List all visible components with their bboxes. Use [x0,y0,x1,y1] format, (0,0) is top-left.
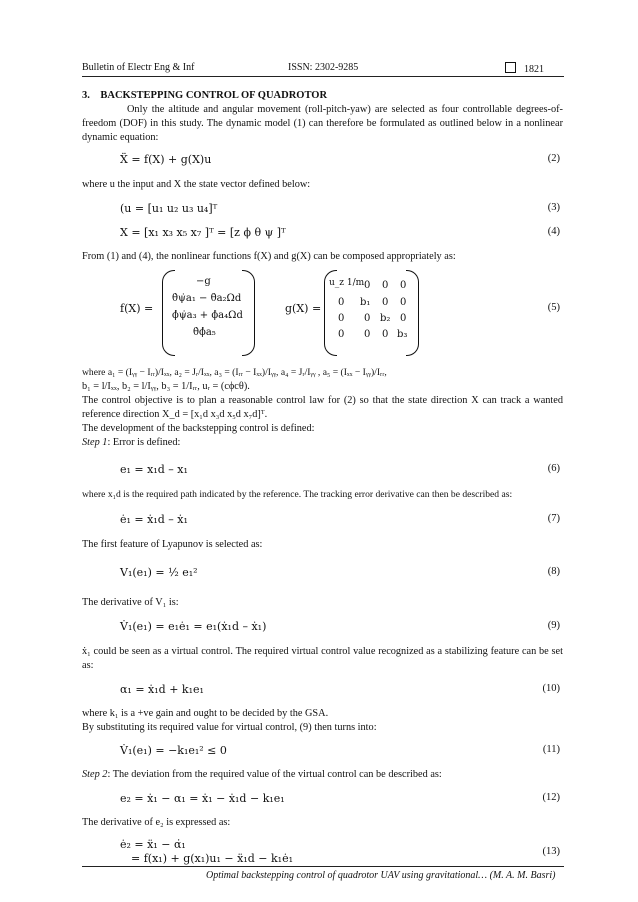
step-1-line [82,436,180,450]
gx-cell-4-2: 0 [364,329,371,340]
gx-cell-2-2: b₁ [360,297,371,308]
footer-rule [82,866,564,867]
journal-name: Bulletin of Electr Eng & Inf [82,62,195,73]
section-title: 3. BACKSTEPPING CONTROL OF QUADROTOR [82,90,328,101]
equation-12: e₂ = ẋ₁ − α₁ = ẋ₁ − ẋ₁d − k₁e₁ [120,792,285,805]
equation-6-number: (6) [547,463,560,474]
gx-cell-4-1: 0 [338,329,345,340]
equation-8-number: (8) [547,566,560,577]
derivative-v1-text: The derivative of V₁ is: [82,597,179,608]
gx-cell-2-3: 0 [382,297,389,308]
fx-row-4: θ̇ϕ̇a₅ [193,327,216,338]
gx-cell-1-4: 0 [400,280,407,291]
fx-label: f(X) = [120,302,154,315]
gx-cell-2-1: 0 [338,297,345,308]
equation-10-number: (10) [542,683,560,694]
equation-4: X = [x₁ x₃ x₅ x₇ ]ᵀ = [z ϕ θ ψ ]ᵀ [120,226,286,239]
step-2-label: Step 2 [82,769,108,780]
equation-11: V̇₁(e₁) = −k₁e₁² ≤ 0 [120,744,227,757]
page-number-block [505,62,544,75]
equation-13-number: (13) [542,846,560,857]
fx-right-paren [242,270,255,356]
equation-10: α₁ = ẋ₁d + k₁e₁ [120,683,204,696]
derivative-e2-text: The derivative of e₂ is expressed as: [82,817,231,828]
gx-cell-3-4: 0 [400,313,407,324]
gx-cell-1-2: 0 [364,280,371,291]
equation-2-number: (2) [547,153,560,164]
development-text: The development of the backstepping control is defined: [82,423,315,434]
gx-cell-3-3: b₂ [380,313,391,324]
step-1-text: : Error is defined: [107,437,181,448]
gx-cell-3-2: 0 [364,313,371,324]
issn: ISSN: 2302-9285 [288,62,359,73]
equation-6: e₁ = x₁d – x₁ [120,463,188,476]
intro-paragraph: Only the altitude and angular movement (roll-pitch-yaw) are selected as four controllable degrees-of-freedom (DOF) in this study. The dynamic model (1) can therefore be formulated as outlined below in a nonlinear dynamic equation: [82,104,563,143]
equation-12-number: (12) [542,792,560,803]
lyapunov-text: The first feature of Lyapunov is selected as: [82,539,263,550]
fx-row-3: ϕ̇ψ̇a₃ + ϕ̇a₄Ωd [172,310,243,321]
equation-4-number: (4) [547,226,560,237]
from-text: From (1) and (4), the nonlinear functions f(X) and g(X) can be composed appropriately as: [82,251,456,262]
page-number: 1821 [524,64,544,75]
gx-right-paren [406,270,419,356]
where-input-text: where u the input and X the state vector defined below: [82,179,311,190]
fx-row-1: −g [196,276,211,287]
equation-13-line-1: ė₂ = ẍ₁ − α̇₁ [120,838,186,851]
virtual-control-text: ẋ₁ could be seen as a virtual control. The required virtual control value recognized as a stabilizing feature can be set as: [82,646,563,671]
header-rule [82,76,564,77]
equation-3: (u = [u₁ u₂ u₃ u₄]ᵀ [120,202,218,215]
gx-cell-3-1: 0 [338,313,345,324]
gx-cell-2-4: 0 [400,297,407,308]
where-path-text: where x₁d is the required path indicated by the reference. The tracking error derivative can then be described as: [82,489,513,500]
coefficients-line-1: where a₁ = (Iᵧᵧ − Iᵣᵣ)/Iₓₓ, a₂ = Jᵣ/Iₓₓ, a₃ = (Iᵣᵣ − Iₓₓ)/Iᵧᵧ, a₄ = Jᵣ/Iᵧᵧ , a₅ = (Iₓₓ − Iᵧᵧ)/Iᵣᵣ, [82,367,387,378]
step-1-label: Step 1 [82,437,108,448]
gx-cell-1-1: u_z 1/m [329,278,365,288]
gx-cell-4-4: b₃ [397,329,408,340]
gx-cell-1-3: 0 [382,280,389,291]
equation-8: V₁(e₁) = ½ e₁² [120,566,198,579]
substitution-text: By substituting its required value for virtual control, (9) then turns into: [82,722,377,733]
equation-9: V̇₁(e₁) = e₁ė₁ = e₁(ẋ₁d – ẋ₁) [120,620,267,633]
equation-7: ė₁ = ẋ₁d – ẋ₁ [120,513,188,526]
equation-7-number: (7) [547,513,560,524]
fx-row-2: θ̇ψ̇a₁ − θ̇a₂Ωd [172,293,242,304]
equation-3-number: (3) [547,202,560,213]
coefficients-line-2: b₁ = l/Iₓₓ, b₂ = l/Iᵧᵧ, b₃ = 1/Iᵣᵣ, uᵣ = (cϕcθ). [82,381,250,392]
equation-5-number: (5) [547,302,560,313]
equation-2: Ẍ = f(X) + g(X)u [120,153,212,166]
gx-label: g(X) = [285,302,322,315]
gain-text: where k₁ is a +ve gain and ought to be decided by the GSA. [82,708,329,719]
checkbox-icon [505,62,516,73]
control-objective: The control objective is to plan a reasonable control law for (2) so that the state direction X can track a wanted reference direction X_d = [x₁d x₃d x₅d x₇d]ᵀ. [82,395,563,420]
equation-9-number: (9) [547,620,560,631]
gx-cell-4-3: 0 [382,329,389,340]
step-2-line [82,768,442,782]
equation-11-number: (11) [542,744,560,755]
footer-text: Optimal backstepping control of quadrotor UAV using gravitational… (M. A. M. Basri) [206,870,556,881]
equation-13-line-2: = f(x₁) + g(x₁)u₁ − ẍ₁d − k₁ė₁ [131,852,293,865]
step-2-text: : The deviation from the required value of the virtual control can be described as: [107,769,442,780]
